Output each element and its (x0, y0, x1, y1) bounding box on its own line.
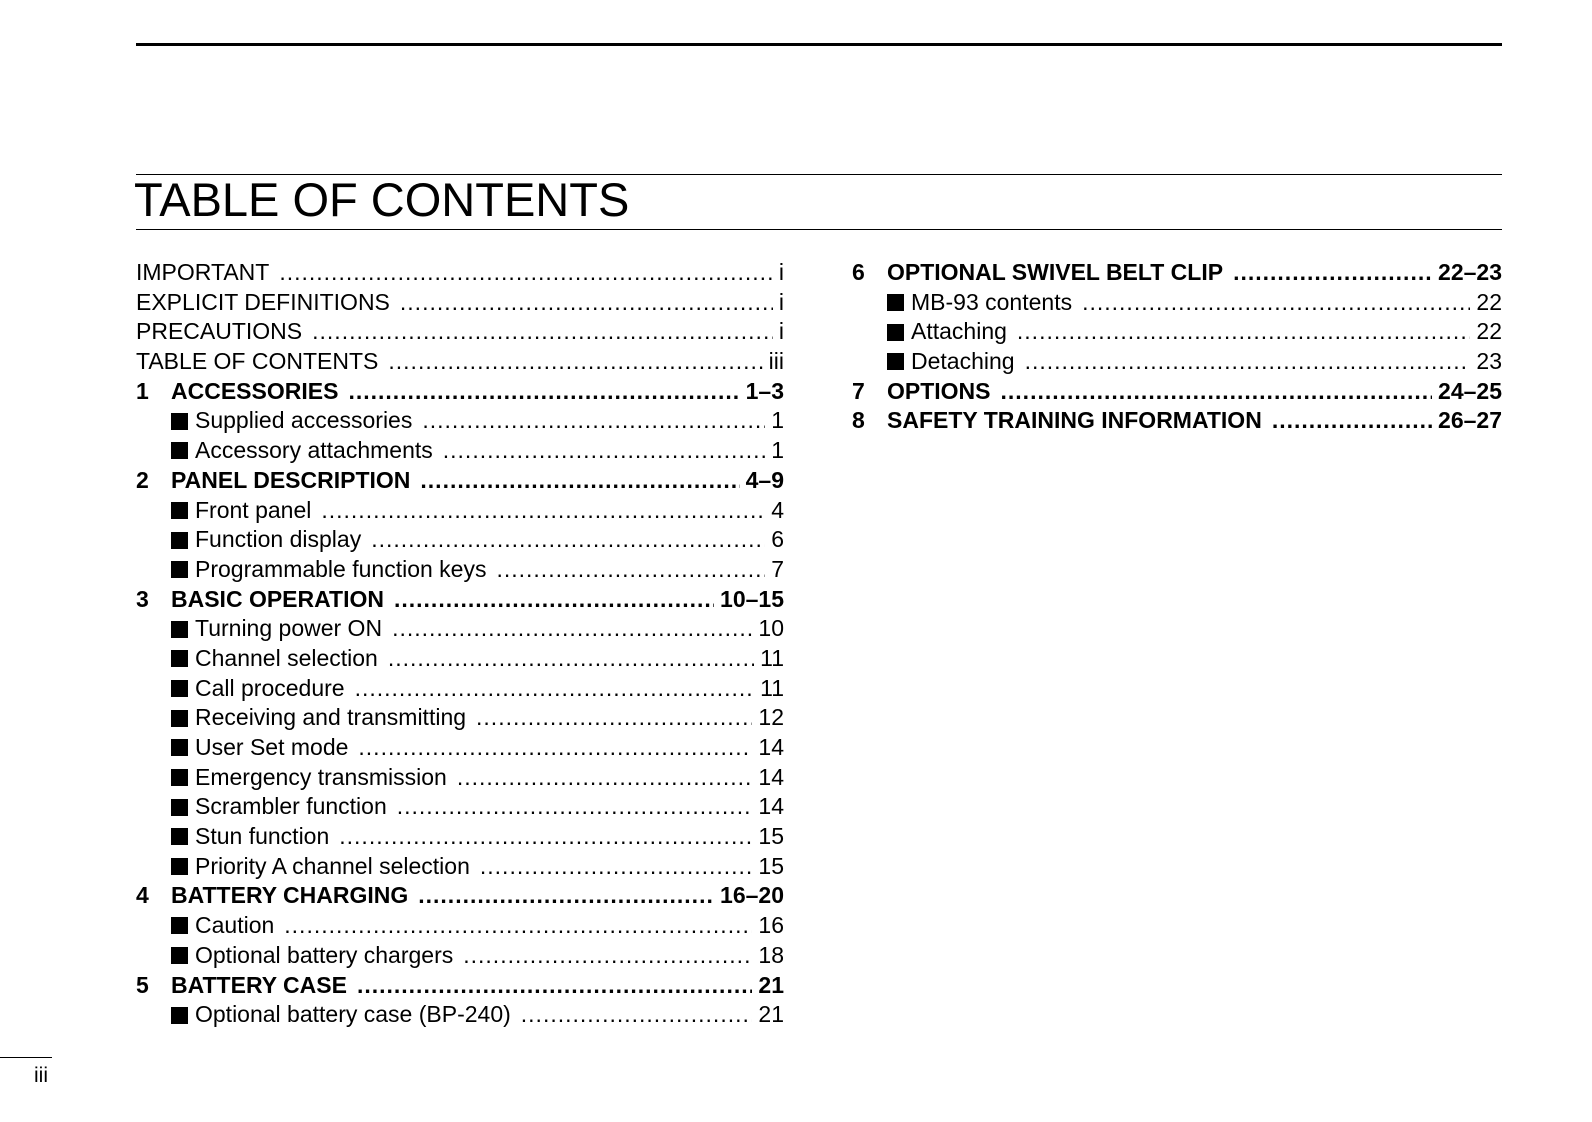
toc-entry-page: 1 (771, 437, 784, 464)
toc-entry-page: 16–20 (720, 882, 784, 909)
toc-entry-section[interactable] (136, 1000, 784, 1030)
toc-entry-label: BATTERY CASE (171, 971, 347, 998)
toc-entry-label: EXPLICIT DEFINITIONS (136, 288, 390, 315)
toc-entry-label: BATTERY CHARGING (171, 882, 409, 909)
toc-entry-label: Scrambler function (195, 793, 387, 820)
toc-entry-page: 4 (771, 496, 784, 523)
toc-entry-chapter[interactable] (852, 377, 1502, 407)
toc-entry-page: i (778, 318, 784, 345)
toc-entry-label: OPTIONS (887, 377, 991, 404)
toc-entry-chapter[interactable] (852, 258, 1502, 288)
square-bullet-icon (887, 324, 904, 341)
toc-entry-label: TABLE OF CONTENTS (136, 348, 379, 375)
dot-leader (418, 881, 714, 911)
toc-entry-page: 14 (758, 734, 784, 760)
toc-entry-label: OPTIONAL SWIVEL BELT CLIP (887, 259, 1224, 285)
toc-entry-label: Programmable function keys (195, 555, 487, 582)
chapter-number: 2 (136, 466, 149, 493)
dot-leader (1233, 258, 1432, 288)
dot-leader (348, 377, 739, 407)
toc-entry-page: 24–25 (1438, 377, 1502, 404)
square-bullet-icon (887, 294, 904, 311)
dot-leader (476, 703, 752, 733)
toc-entry-label: Priority A channel selection (195, 852, 470, 879)
toc-entry-page: 15 (758, 852, 784, 879)
toc-entry-label: Optional battery case (BP-240) (195, 1001, 511, 1028)
square-bullet-icon (171, 739, 188, 756)
square-bullet-icon (171, 680, 188, 697)
square-bullet-icon (171, 561, 188, 578)
dot-leader (443, 436, 765, 466)
toc-entry-label: SAFETY TRAINING INFORMATION (887, 407, 1262, 434)
dot-leader (1025, 347, 1471, 377)
toc-entry-section[interactable] (136, 733, 784, 763)
toc-entry-section[interactable] (852, 288, 1502, 318)
toc-entry-label: Channel selection (195, 644, 378, 671)
toc-entry-page: 21 (758, 1001, 784, 1028)
toc-entry-chapter[interactable] (136, 377, 784, 407)
toc-entry-page: 11 (760, 674, 784, 701)
toc-entry-page: 15 (758, 823, 784, 850)
toc-entry-section[interactable] (136, 941, 784, 971)
square-bullet-icon (171, 532, 188, 549)
chapter-number: 7 (852, 377, 865, 404)
toc-entry-page: 21 (758, 971, 784, 998)
dot-leader (422, 406, 765, 436)
toc-entry-section[interactable] (136, 436, 784, 466)
square-bullet-icon (171, 947, 188, 964)
square-bullet-icon (171, 442, 188, 459)
toc-entry-label: Emergency transmission (195, 763, 447, 790)
toc-entry-section[interactable] (136, 674, 784, 704)
dot-leader (388, 347, 762, 377)
dot-leader (480, 852, 753, 882)
toc-entry-page: 23 (1476, 348, 1502, 375)
toc-entry-label: Stun function (195, 823, 330, 850)
dot-leader (321, 496, 765, 526)
toc-entry-label: BASIC OPERATION (171, 585, 384, 612)
toc-entry-section[interactable] (852, 347, 1502, 377)
toc-entry-page: iii (768, 348, 784, 375)
square-bullet-icon (171, 710, 188, 727)
toc-entry-section[interactable] (136, 763, 784, 793)
dot-leader (463, 941, 752, 971)
toc-entry-page: 26–27 (1438, 407, 1502, 434)
dot-leader (392, 614, 752, 644)
dot-leader (312, 317, 773, 347)
dot-leader (355, 674, 755, 704)
chapter-number: 1 (136, 377, 149, 404)
toc-entry-label: IMPORTANT (136, 259, 270, 285)
toc-entry-section[interactable] (852, 317, 1502, 347)
toc-entry-section[interactable] (136, 644, 784, 674)
toc-entry-section[interactable] (136, 555, 784, 585)
toc-left-column (136, 258, 784, 1030)
toc-entry-page: 11 (760, 644, 784, 671)
chapter-number: 6 (852, 259, 865, 285)
toc-entry-page: 1–3 (745, 377, 784, 404)
dot-leader (397, 792, 753, 822)
toc-entry-page: 10–15 (720, 585, 784, 612)
toc-entry-front[interactable] (136, 347, 784, 377)
toc-entry-label: Receiving and transmitting (195, 704, 467, 731)
toc-entry-chapter[interactable] (136, 466, 784, 496)
dot-leader (357, 971, 752, 1001)
toc-entry-page: 22 (1476, 288, 1502, 315)
toc-entry-page: 16 (758, 912, 784, 939)
toc-entry-page: 22 (1476, 318, 1502, 345)
toc-entry-section[interactable] (136, 496, 784, 526)
toc-entry-page: 18 (758, 941, 784, 968)
toc-entry-section[interactable] (136, 525, 784, 555)
chapter-number: 3 (136, 585, 149, 612)
dot-leader (358, 733, 752, 763)
dot-leader (457, 763, 753, 793)
dot-leader (521, 1000, 753, 1030)
toc-entry-label: ACCESSORIES (171, 377, 339, 404)
toc-entry-page: 7 (771, 555, 784, 582)
dot-leader (420, 466, 739, 496)
square-bullet-icon (171, 917, 188, 934)
toc-entry-chapter[interactable] (136, 971, 784, 1001)
square-bullet-icon (171, 1007, 188, 1024)
square-bullet-icon (171, 799, 188, 816)
toc-entry-page: i (778, 259, 784, 285)
toc-entry-page: i (778, 288, 784, 315)
page-title: TABLE OF CONTENTS (134, 173, 630, 226)
toc-entry-label: Detaching (911, 348, 1015, 375)
toc-entry-label: Front panel (195, 496, 312, 523)
toc-entry-label: PANEL DESCRIPTION (171, 466, 411, 493)
title-rule-bottom (136, 229, 1502, 230)
toc-entry-front[interactable] (136, 258, 784, 288)
toc-entry-section[interactable] (136, 703, 784, 733)
dot-leader (1272, 406, 1432, 436)
dot-leader (279, 258, 773, 288)
toc-entry-label: Optional battery chargers (195, 941, 454, 968)
toc-entry-label: PRECAUTIONS (136, 318, 303, 345)
toc-entry-page: 1 (771, 407, 784, 434)
toc-entry-label: Attaching (911, 318, 1007, 345)
toc-entry-chapter[interactable] (136, 881, 784, 911)
toc-entry-page: 14 (758, 793, 784, 820)
toc-entry-label: Caution (195, 912, 275, 939)
toc-entry-label: Function display (195, 526, 362, 553)
dot-leader (1001, 377, 1433, 407)
square-bullet-icon (171, 828, 188, 845)
dot-leader (339, 822, 752, 852)
toc-entry-label: Turning power ON (195, 615, 383, 642)
dot-leader (400, 288, 773, 318)
square-bullet-icon (171, 858, 188, 875)
toc-entry-page: 6 (771, 526, 784, 553)
toc-entry-label: User Set mode (195, 734, 349, 760)
square-bullet-icon (887, 353, 904, 370)
toc-entry-page: 10 (758, 615, 784, 642)
square-bullet-icon (171, 650, 188, 667)
toc-entry-section[interactable] (136, 852, 784, 882)
toc-entry-section[interactable] (136, 406, 784, 436)
dot-leader (1017, 317, 1471, 347)
toc-entry-section[interactable] (136, 792, 784, 822)
toc-entry-front[interactable] (136, 317, 784, 347)
square-bullet-icon (171, 413, 188, 430)
toc-entry-page: 14 (758, 763, 784, 790)
square-bullet-icon (171, 621, 188, 638)
dot-leader (1082, 288, 1470, 318)
footer-rule (0, 1057, 52, 1058)
toc-entry-front[interactable] (136, 288, 784, 318)
toc-entry-section[interactable] (136, 614, 784, 644)
toc-entry-section[interactable] (136, 822, 784, 852)
toc-entry-label: MB-93 contents (911, 288, 1073, 315)
top-rule (136, 43, 1502, 46)
chapter-number: 5 (136, 971, 149, 998)
chapter-number: 8 (852, 407, 865, 434)
dot-leader (496, 555, 765, 585)
dot-leader (284, 911, 752, 941)
chapter-number: 4 (136, 882, 149, 909)
toc-entry-page: 12 (758, 704, 784, 731)
toc-entry-page: 22–23 (1438, 259, 1502, 285)
toc-entry-label: Accessory attachments (195, 437, 433, 464)
dot-leader (371, 525, 765, 555)
toc-entry-page: 4–9 (745, 466, 784, 493)
dot-leader (394, 585, 714, 615)
toc-entry-label: Supplied accessories (195, 407, 413, 434)
square-bullet-icon (171, 502, 188, 519)
toc-entry-label: Call procedure (195, 674, 345, 701)
toc-entry-section[interactable] (136, 911, 784, 941)
toc-entry-chapter[interactable] (136, 585, 784, 615)
toc-entry-chapter[interactable] (852, 406, 1502, 436)
toc-right-column (852, 258, 1502, 436)
square-bullet-icon (171, 769, 188, 786)
footer-page-number: iii (34, 1064, 48, 1087)
dot-leader (388, 644, 754, 674)
